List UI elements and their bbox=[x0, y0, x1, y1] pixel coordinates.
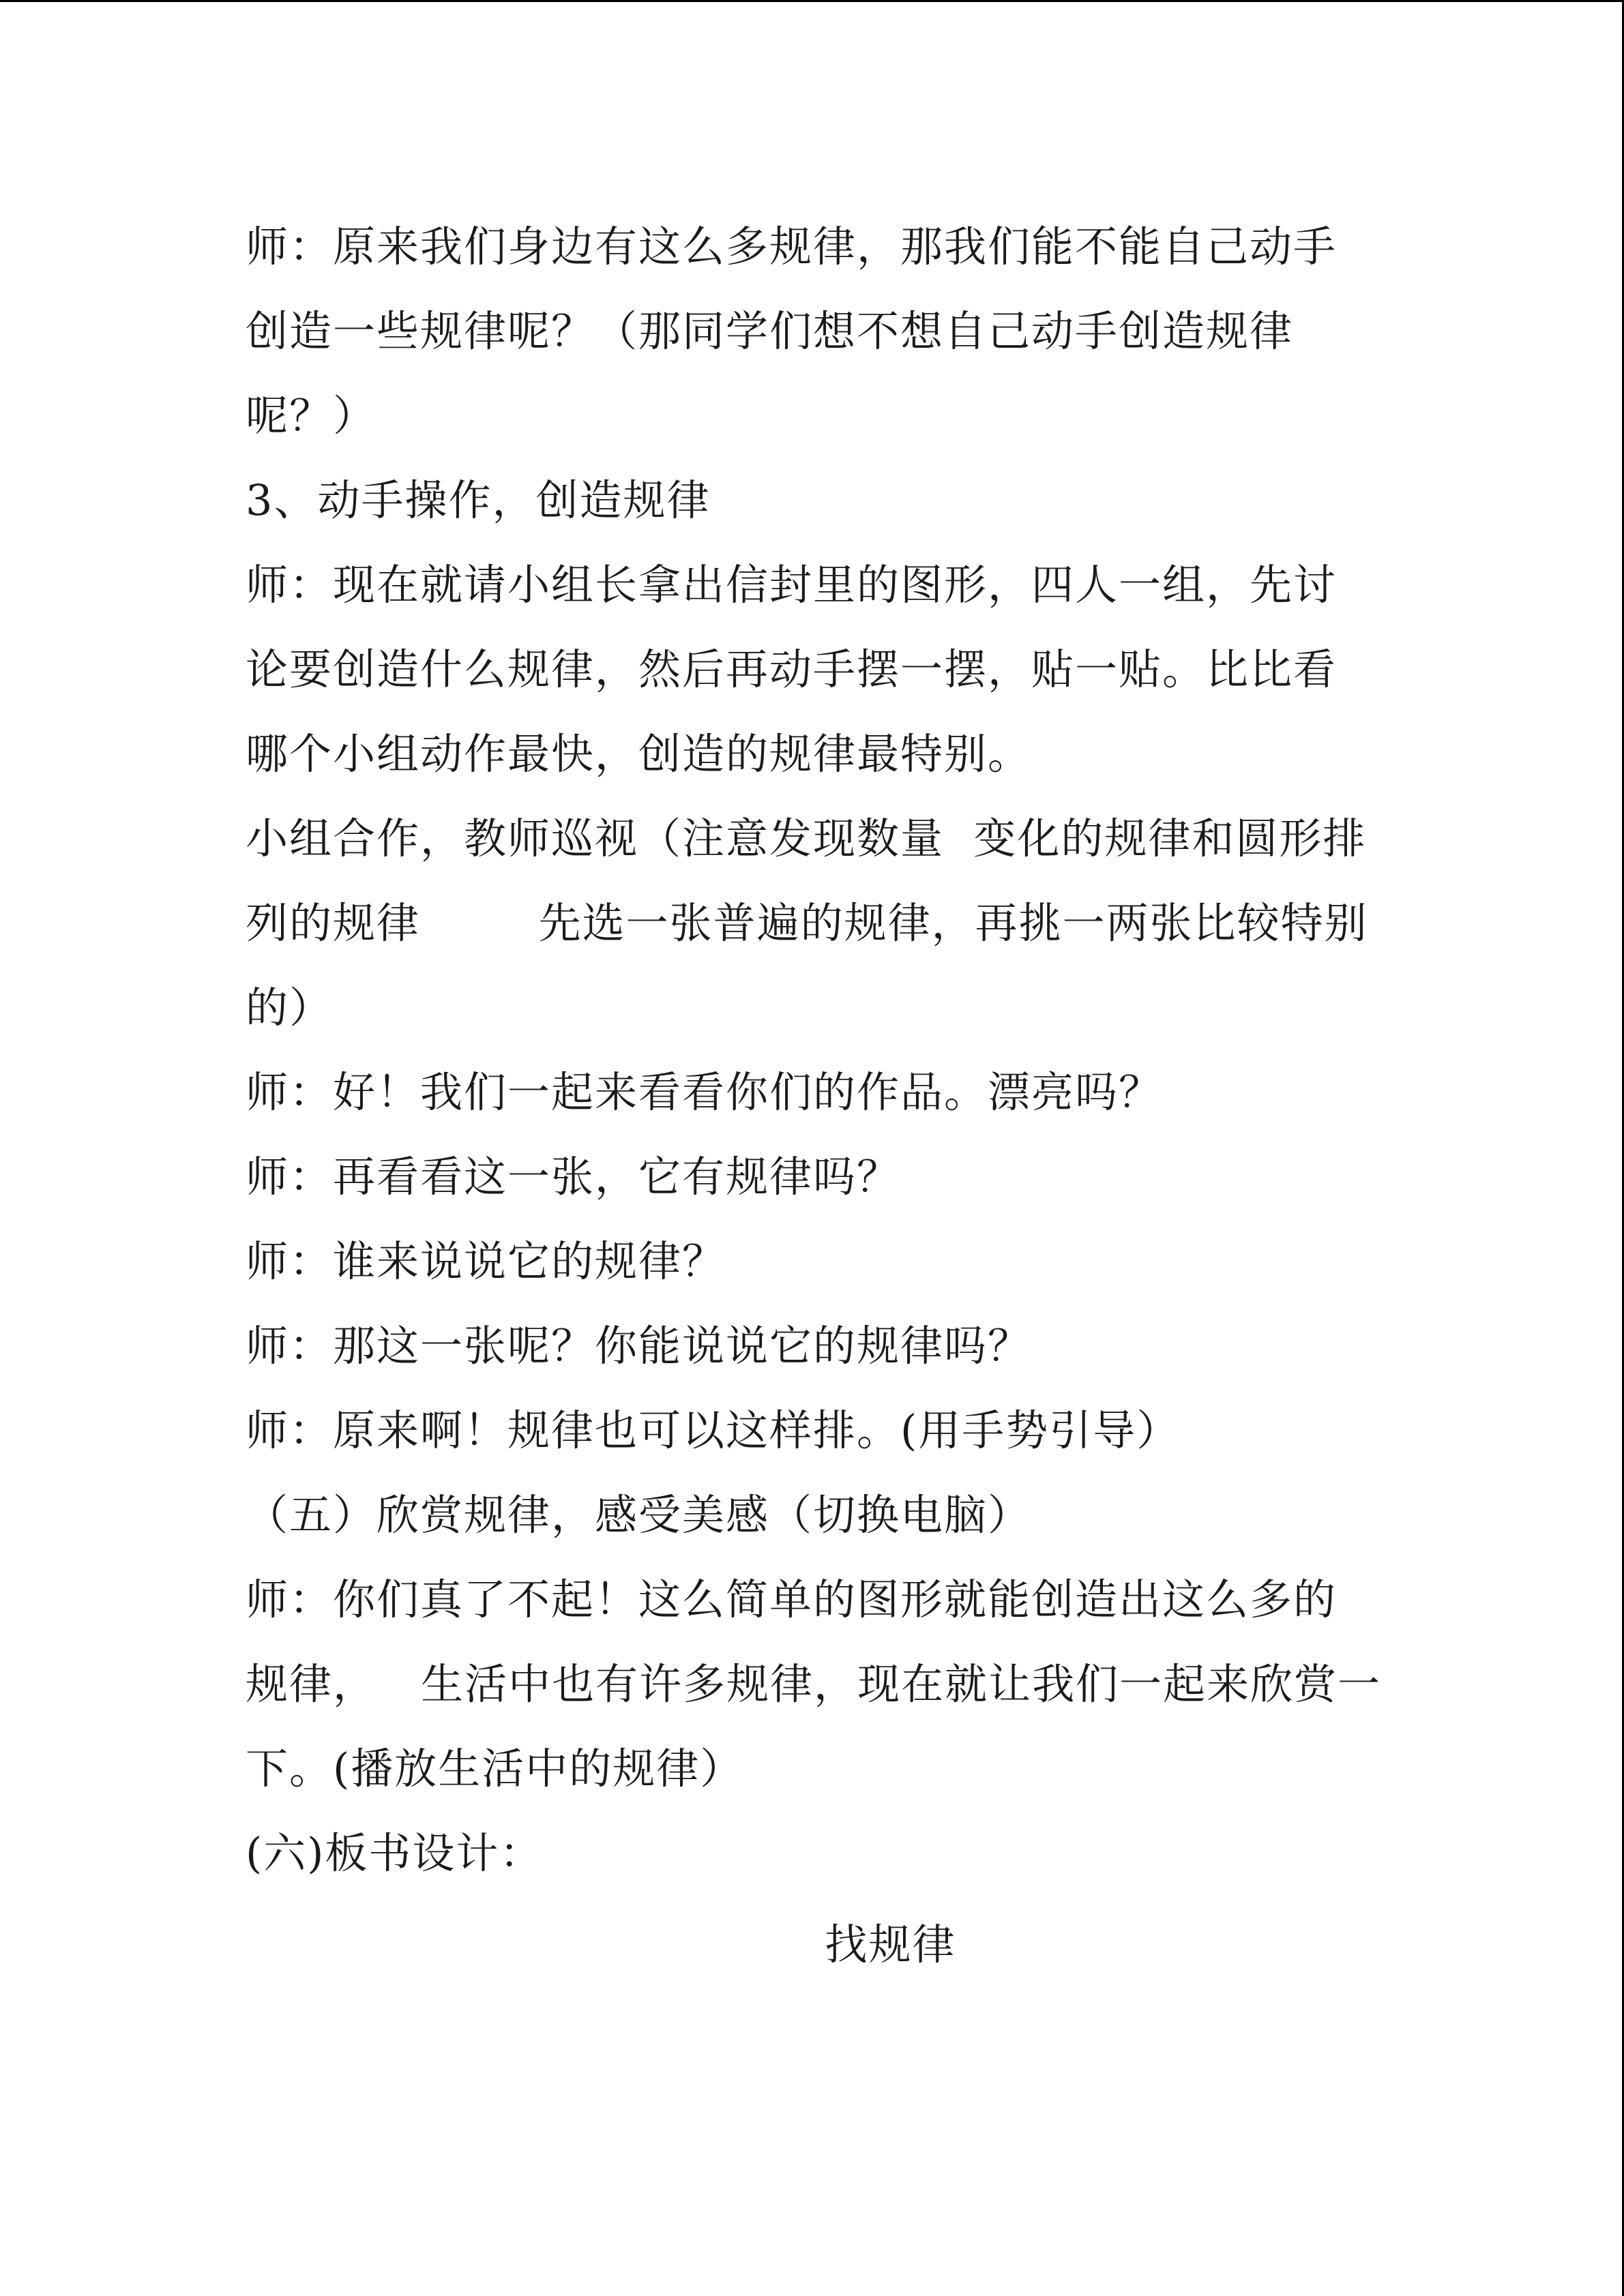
text-line: 规律， 生活中也有许多规律，现在就让我们一起来欣赏一 bbox=[246, 1659, 1382, 1709]
text-line: 师：再看看这一张，它有规律吗？ bbox=[246, 1152, 901, 1202]
text-line: 下。(播放生活中的规律） bbox=[246, 1744, 744, 1793]
text-line: 师：那这一张呢？你能说说它的规律吗？ bbox=[246, 1321, 1032, 1371]
text-line: 创造一些规律呢？（那同学们想不想自己动手创造规律 bbox=[246, 306, 1294, 356]
text-line: 小组合作，教师巡视（注意发现数量 变化的规律和圆形排 bbox=[246, 814, 1367, 863]
text-line: 呢？） bbox=[246, 391, 377, 441]
section-heading: （五）欣赏规律，感受美感（切换电脑） bbox=[246, 1490, 1032, 1540]
text-line: 论要创造什么规律，然后再动手摆一摆，贴一贴。比比看 bbox=[246, 644, 1338, 694]
document-body bbox=[246, 205, 1405, 1896]
section-heading: (六)板书设计： bbox=[246, 1828, 544, 1878]
text-line: 的） bbox=[246, 983, 334, 1032]
section-heading: 3、动手操作，创造规律 bbox=[246, 475, 711, 525]
text-line: 师：你们真了不起！这么简单的图形就能创造出这么多的 bbox=[246, 1575, 1338, 1624]
text-line: 师：谁来说说它的规律？ bbox=[246, 1236, 726, 1286]
text-line: 师：现在就请小组长拿出信封里的图形，四人一组，先讨 bbox=[246, 560, 1338, 610]
text-line: 师：好！我们一起来看看你们的作品。漂亮吗？ bbox=[246, 1067, 1163, 1117]
board-title: 找规律 bbox=[825, 1920, 956, 1969]
text-line: 师：原来啊！规律也可以这样排。(用手势引导） bbox=[246, 1405, 1181, 1455]
text-line: 师：原来我们身边有这么多规律，那我们能不能自己动手 bbox=[246, 222, 1338, 271]
text-line: 列的规律 先选一张普遍的规律，再挑一两张比较特别 bbox=[246, 898, 1368, 948]
text-line: 哪个小组动作最快，创造的规律最特别。 bbox=[246, 729, 1032, 779]
top-border bbox=[0, 0, 1624, 2]
